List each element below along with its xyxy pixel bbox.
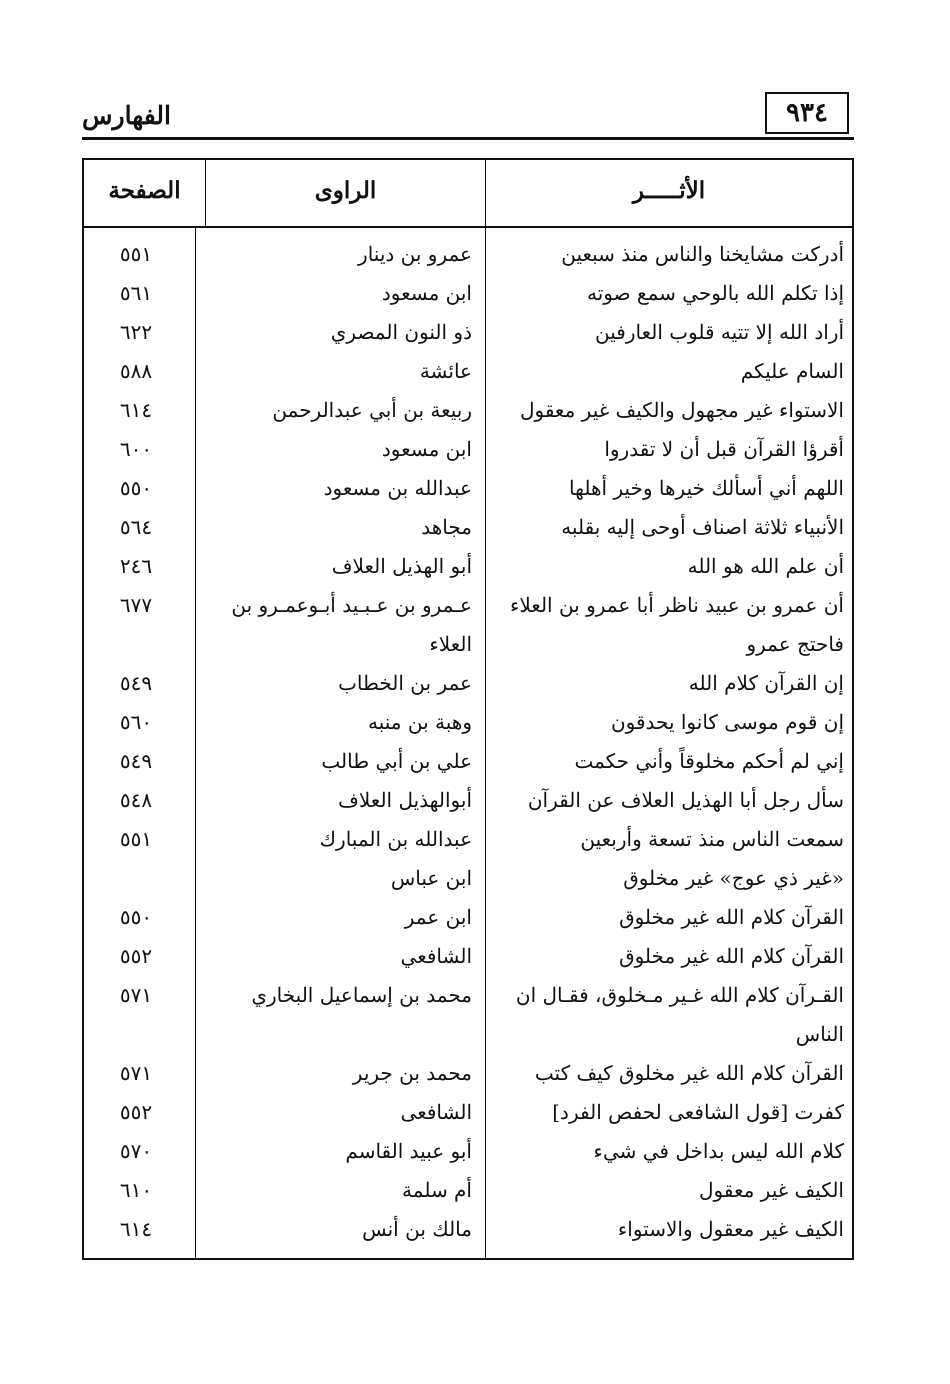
athar-cell: السام عليكم	[740, 359, 844, 383]
page-cell: ٥٧٠	[119, 1139, 153, 1163]
page-cell: ٢٤٦	[119, 554, 153, 578]
table-row	[84, 1132, 852, 1170]
table-row	[84, 508, 852, 546]
page-number: ٩٣٤	[765, 92, 849, 134]
page-cell: ٥٦٠	[119, 710, 153, 734]
page-cell: ٥٥١	[119, 242, 153, 266]
rawi-cell: ابن عباس	[390, 866, 472, 890]
rawi-cell: محمد بن إسماعيل البخاري	[251, 983, 472, 1007]
rawi-cell: عبدالله بن المبارك	[319, 827, 472, 851]
table-row	[84, 235, 852, 273]
athar-cell: أقرؤا القرآن قبل أن لا تقدروا	[604, 437, 844, 461]
rawi-cell: وهبة بن منبه	[368, 710, 472, 734]
page-cell: ٥٧١	[119, 1061, 153, 1085]
athar-cell: إن قوم موسى كانوا يحدقون	[610, 710, 844, 734]
athar-cell: «غير ذي عوج» غير مخلوق	[623, 866, 844, 890]
rawi-cell: ذو النون المصري	[330, 320, 472, 344]
rawi-cell: ابن عمر	[404, 905, 472, 929]
section-title: الفهارس	[82, 101, 171, 130]
table-row	[84, 781, 852, 819]
table-row	[84, 1054, 852, 1092]
table-row	[84, 664, 852, 702]
rawi-cell: أبوالهذيل العلاف	[338, 788, 472, 812]
page-cell: ٥٥١	[119, 827, 153, 851]
table-row	[84, 586, 852, 624]
athar-cell: القرآن كلام الله غير مخلوق	[619, 905, 844, 929]
rawi-cell: الشافعي	[400, 944, 472, 968]
page-cell: ٦٢٢	[119, 320, 153, 344]
table-row	[84, 1171, 852, 1209]
athar-cell: أن علم الله هو الله	[687, 554, 844, 578]
athar-cell: إن القرآن كلام الله	[688, 671, 844, 695]
page-cell: ٥٧١	[119, 983, 153, 1007]
rawi-cell: العلاء	[429, 632, 472, 656]
athar-cell: أراد الله إلا تتيه قلوب العارفين	[595, 320, 844, 344]
rawi-cell: ربيعة بن أبي عبدالرحمن	[272, 398, 472, 422]
athar-cell: القرآن كلام الله غير مخلوق	[619, 944, 844, 968]
page-cell: ٥٤٩	[119, 749, 153, 773]
athar-cell: فاحتج عمرو	[746, 632, 844, 656]
table-row	[84, 547, 852, 585]
rawi-cell: علي بن أبي طالب	[321, 749, 472, 773]
table-row	[84, 274, 852, 312]
athar-cell: اللهم أني أسألك خيرها وخير أهلها	[569, 476, 844, 500]
athar-cell: الأنبياء ثلاثة اصناف أوحى إليه بقلبه	[561, 515, 844, 539]
table-row	[84, 937, 852, 975]
table-row	[84, 820, 852, 858]
column-header-athar: الأثـــــر	[632, 177, 706, 204]
athar-cell: إني لم أحكم مخلوقاً وأني حكمت	[574, 749, 844, 773]
table-row	[84, 1015, 852, 1053]
table-row	[84, 976, 852, 1014]
header-rule	[82, 137, 854, 140]
page-cell: ٥٥٢	[119, 944, 153, 968]
athar-cell: أدركت مشايخنا والناس منذ سبعين	[561, 242, 844, 266]
rawi-cell: عمر بن الخطاب	[338, 671, 472, 695]
rawi-cell: الشافعى	[400, 1100, 472, 1124]
athar-cell: سمعت الناس منذ تسعة وأربعين	[580, 827, 844, 851]
index-table	[82, 158, 854, 1260]
page-cell: ٥٤٩	[119, 671, 153, 695]
page-cell: ٦١٤	[119, 398, 153, 422]
athar-cell: الكيف غير معقول والاستواء	[617, 1217, 844, 1241]
rawi-cell: أم سلمة	[402, 1178, 472, 1202]
page-cell: ٥٥٠	[119, 476, 153, 500]
rawi-cell: محمد بن جرير	[352, 1061, 472, 1085]
table-row	[84, 1210, 852, 1248]
rawi-cell: عائشة	[419, 359, 472, 383]
rawi-cell: مالك بن أنس	[362, 1217, 472, 1241]
athar-cell: الكيف غير معقول	[698, 1178, 844, 1202]
table-row	[84, 352, 852, 390]
athar-cell: القـرآن كلام الله غـير مـخلوق، فقـال ان	[515, 983, 844, 1007]
column-header-page: الصفحة	[108, 177, 181, 204]
page-cell: ٥٤٨	[119, 788, 153, 812]
table-row	[84, 469, 852, 507]
rawi-cell: ابن مسعود	[381, 281, 472, 305]
page-cell: ٥٦١	[119, 281, 153, 305]
rawi-cell: أبو الهذيل العلاف	[331, 554, 472, 578]
table-row	[84, 742, 852, 780]
athar-cell: إذا تكلم الله بالوحي سمع صوته	[586, 281, 844, 305]
athar-cell: كلام الله ليس بداخل في شيء	[593, 1139, 844, 1163]
table-row	[84, 391, 852, 429]
athar-cell: القرآن كلام الله غير مخلوق كيف كتب	[534, 1061, 844, 1085]
column-header-rawi: الراوى	[314, 177, 377, 204]
table-row	[84, 313, 852, 351]
athar-cell: كفرت [قول الشافعى لحفص الفرد]	[552, 1100, 844, 1124]
table-row	[84, 430, 852, 468]
page-cell: ٥٥٠	[119, 905, 153, 929]
header-row-rule	[84, 226, 852, 228]
page-cell: ٥٦٤	[119, 515, 153, 539]
rawi-cell: عبدالله بن مسعود	[323, 476, 472, 500]
athar-cell: الناس	[795, 1022, 844, 1046]
table-row	[84, 1093, 852, 1131]
athar-cell: سأل رجل أبا الهذيل العلاف عن القرآن	[527, 788, 844, 812]
page-cell: ٥٨٨	[119, 359, 153, 383]
athar-cell: أن عمرو بن عبيد ناظر أبا عمرو بن العلاء	[509, 593, 844, 617]
page-cell: ٦٧٧	[119, 593, 153, 617]
athar-cell: الاستواء غير مجهول والكيف غير معقول	[519, 398, 844, 422]
rawi-cell: مجاهد	[421, 515, 472, 539]
table-row	[84, 703, 852, 741]
page-cell: ٥٥٢	[119, 1100, 153, 1124]
table-row	[84, 859, 852, 897]
page-cell: ٦٠٠	[119, 437, 153, 461]
rawi-cell: عـمرو بن عـبـيد أبـوعمـرو بن	[231, 593, 472, 617]
rawi-cell: عمرو بن دينار	[358, 242, 472, 266]
table-row	[84, 898, 852, 936]
page-cell: ٦١٠	[119, 1178, 153, 1202]
table-row	[84, 625, 852, 663]
rawi-cell: ابن مسعود	[381, 437, 472, 461]
rawi-cell: أبو عبيد القاسم	[345, 1139, 472, 1163]
page-cell: ٦١٤	[119, 1217, 153, 1241]
